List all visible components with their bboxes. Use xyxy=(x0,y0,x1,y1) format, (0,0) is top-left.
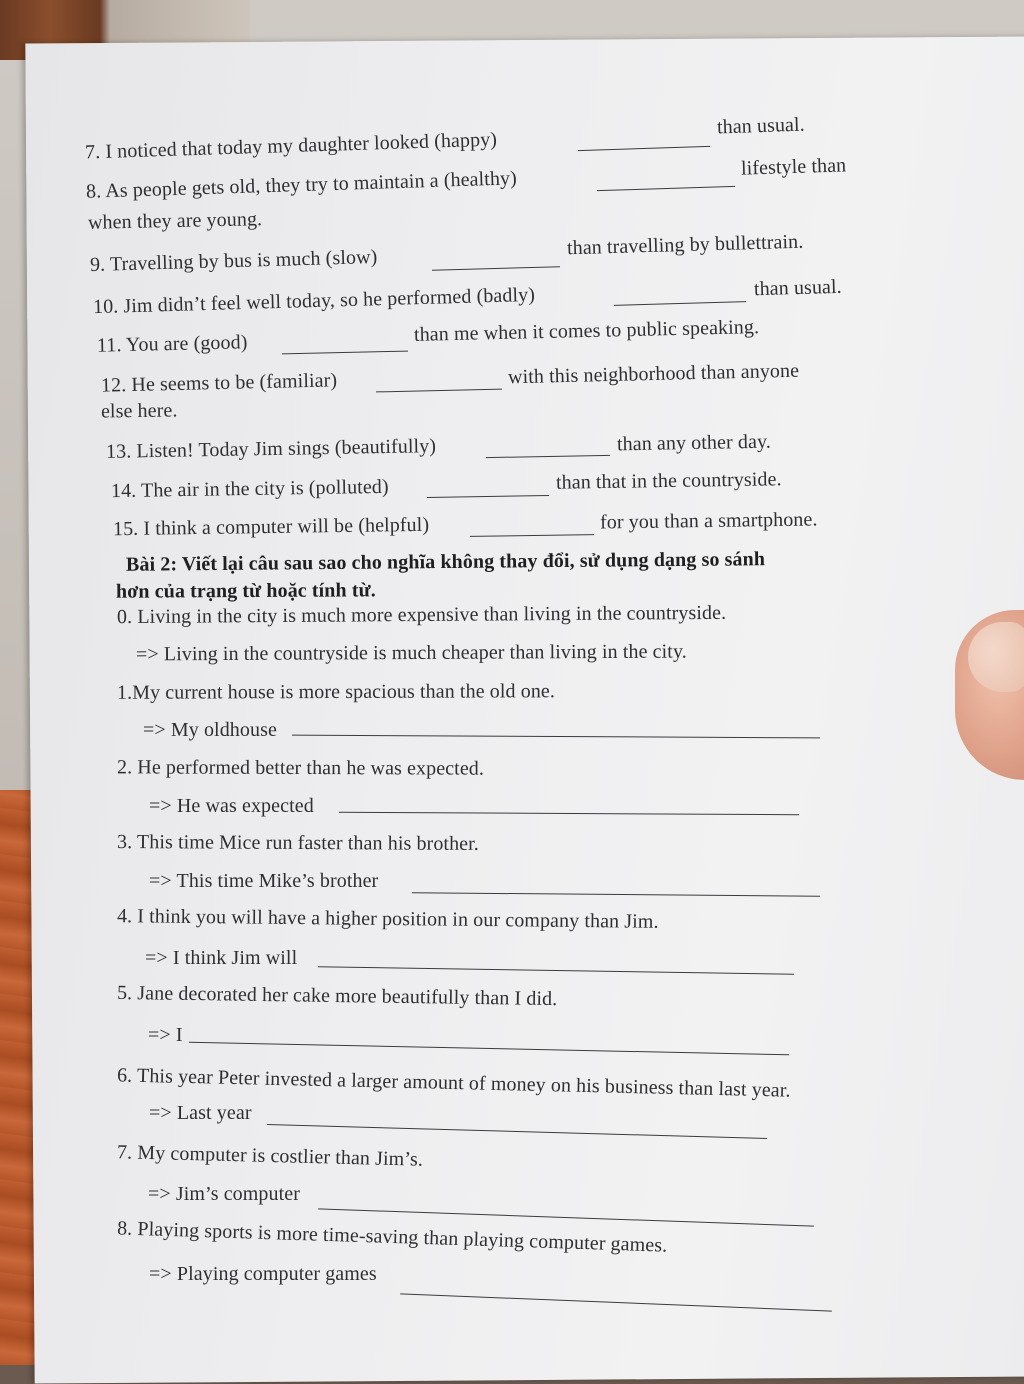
q7-text: 7. I noticed that today my daughter looked (happy) xyxy=(84,128,498,164)
q13-text: 13. Listen! Today Jim sings (beautifully) xyxy=(105,435,437,463)
q10-after: than usual. xyxy=(753,275,843,301)
part2-heading-line1: Bài 2: Viết lại câu sau sao cho nghĩa không thay đổi, sử dụng dạng so sánh xyxy=(125,548,766,576)
q10-text: 10. Jim didn’t feel well today, so he performed (badly) xyxy=(92,283,536,319)
p2-item0-answer: => Living in the countryside is much cheaper than living in the city. xyxy=(135,640,687,666)
q8-after: lifestyle than xyxy=(740,154,847,180)
q8-cont: when they are young. xyxy=(87,208,263,234)
q8-text: 8. As people gets old, they try to maintain a (healthy) xyxy=(85,167,518,203)
p2-item0-question: 0. Living in the city is much more expensive than living in the countryside. xyxy=(116,601,727,629)
p2-item6-answer: => Last year xyxy=(149,1102,252,1124)
p2-item3-answer: => This time Mike’s brother xyxy=(149,870,379,892)
q7-after: than usual. xyxy=(716,113,806,139)
q12-cont: else here. xyxy=(100,399,178,423)
p2-item6-question: 6. This year Peter invested a larger amount of money on his business than last year. xyxy=(116,1064,791,1102)
q12-text: 12. He seems to be (familiar) xyxy=(100,369,338,397)
worksheet-paper xyxy=(25,36,1024,1383)
p2-item2-answer: => He was expected xyxy=(149,795,314,817)
q9-text: 9. Travelling by bus is much (slow) xyxy=(89,245,378,277)
q11-text: 11. You are (good) xyxy=(96,331,248,357)
q15-text: 15. I think a computer will be (helpful) xyxy=(112,513,430,541)
q13-after: than any other day. xyxy=(616,430,772,456)
q12-after: with this neighborhood than anyone xyxy=(507,359,800,389)
p2-item4-question: 4. I think you will have a higher position in our company than Jim. xyxy=(116,905,659,933)
q15-after: for you than a smartphone. xyxy=(599,508,818,534)
p2-item7-question: 7. My computer is costlier than Jim’s. xyxy=(116,1141,424,1171)
q11-after: than me when it comes to public speaking. xyxy=(413,316,760,346)
p2-item2-question: 2. He performed better than he was expected. xyxy=(116,756,485,780)
q14-text: 14. The air in the city is (polluted) xyxy=(110,475,389,503)
q9-after: than travelling by bullettrain. xyxy=(566,230,804,260)
p2-item8-answer: => Playing computer games xyxy=(149,1263,377,1285)
p2-item4-answer: => I think Jim will xyxy=(145,947,298,969)
part2-heading-line2: hơn của trạng từ hoặc tính từ. xyxy=(115,579,376,603)
q14-after: than that in the countryside. xyxy=(555,468,782,494)
p2-item8-question: 8. Playing sports is more time-saving than playing computer games. xyxy=(116,1217,668,1257)
p2-item7-answer: => Jim’s computer xyxy=(148,1183,301,1205)
p2-item1-answer: => My oldhouse xyxy=(143,719,277,741)
p2-item5-answer: => I xyxy=(148,1024,183,1046)
p2-item1-question: 1.My current house is more spacious than the old one. xyxy=(116,680,556,704)
p2-item3-question: 3. This time Mice run faster than his brother. xyxy=(116,831,479,855)
p2-item5-question: 5. Jane decorated her cake more beautifully than I did. xyxy=(116,981,558,1011)
